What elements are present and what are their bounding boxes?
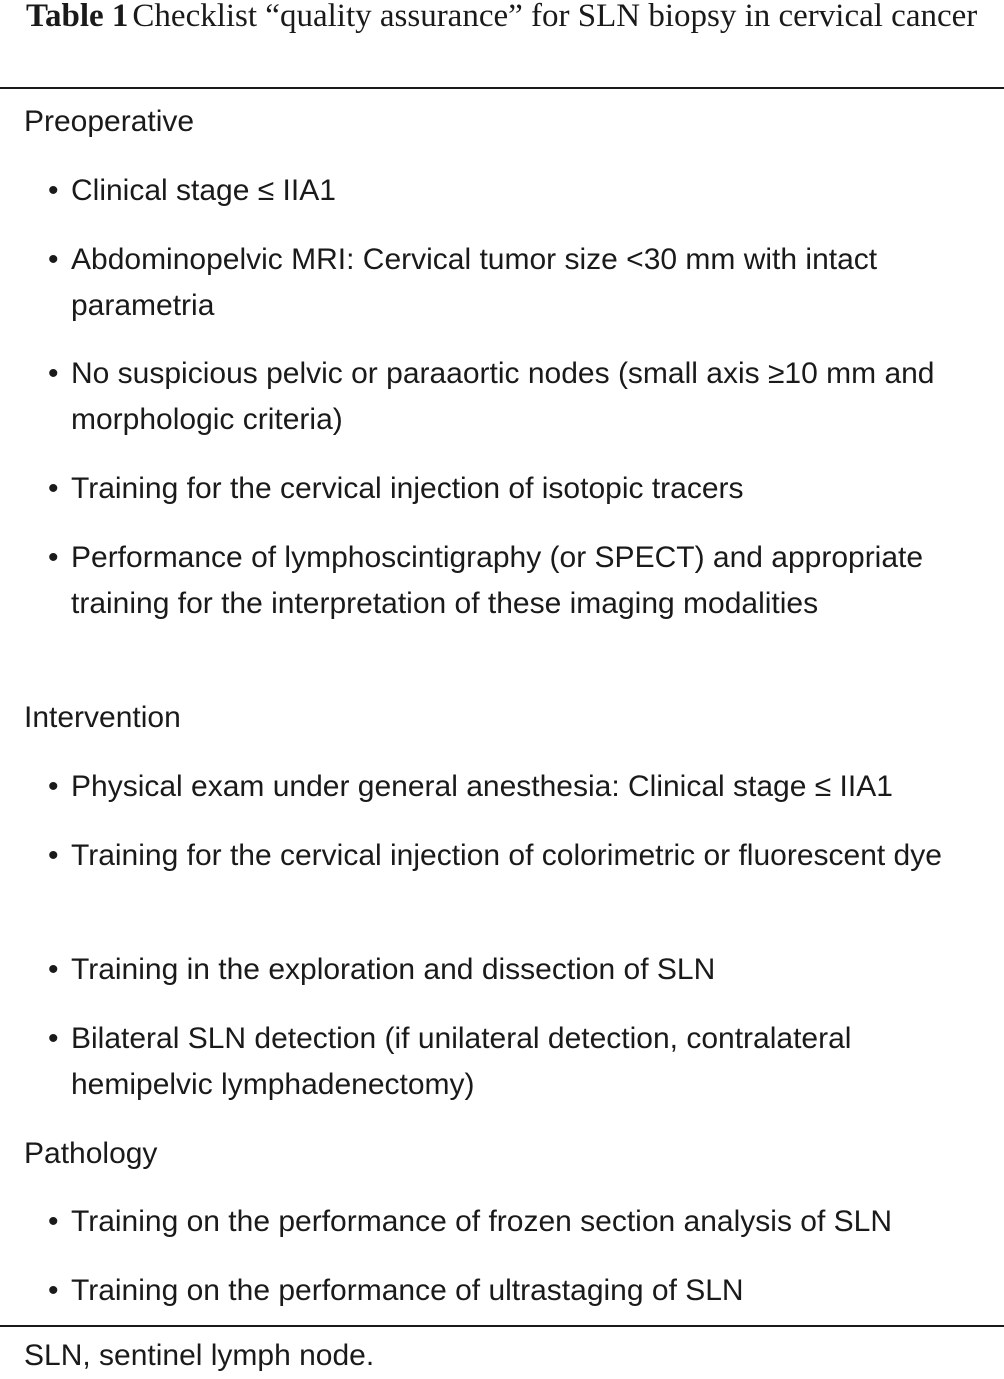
bottom-rule [0,1325,1004,1327]
list-item [48,351,988,443]
list-item-text: Performance of lymphoscintigraphy (or SPECT) and appropriate training for the interpretation of these imaging modalities [71,541,924,620]
list-item [48,237,988,329]
list-item-text: Physical exam under general anesthesia: Clinical stage ≤ IIA1 [71,770,893,803]
list-item-text: Training for the cervical injection of isotopic tracers [71,472,744,505]
bullet-icon: • [48,243,59,276]
list-item [48,1268,988,1314]
list-item-text: Training in the exploration and dissection of SLN [71,953,716,986]
section-heading-preoperative: Preoperative [24,105,195,138]
section-heading-intervention: Intervention [24,701,181,734]
bullet-icon: • [48,1022,59,1055]
bullet-icon: • [48,541,59,574]
list-item-text: Training on the performance of frozen section analysis of SLN [71,1205,892,1238]
bullet-icon: • [48,953,59,986]
list-item [48,535,988,627]
list-item-text: Training for the cervical injection of colorimetric or fluorescent dye [71,839,942,872]
list-item-text: Abdominopelvic MRI: Cervical tumor size <30 mm with intact parametria [71,243,878,322]
list-item-text: Training on the performance of ultrastaging of SLN [71,1274,744,1307]
list-item [48,168,988,214]
table-caption [26,0,980,38]
list-item-text: Clinical stage ≤ IIA1 [71,174,336,207]
list-item [48,466,988,512]
table-title: Checklist “quality assurance” for SLN biopsy in cervical cancer [132,0,978,34]
list-item-text: Bilateral SLN detection (if unilateral detection, contralateral hemipelvic lymphadenectomy) [71,1022,852,1101]
list-item [48,947,988,993]
bullet-icon: • [48,1274,59,1307]
bullet-icon: • [48,472,59,505]
list-item [48,1199,988,1245]
top-rule [0,87,1004,89]
bullet-icon: • [48,357,59,390]
list-item [48,1016,988,1108]
list-item [48,833,988,879]
list-item-text: No suspicious pelvic or paraaortic nodes (small axis ≥10 mm and morphologic criteria) [71,357,935,436]
bullet-icon: • [48,1205,59,1238]
table-label: Table 1 [26,0,129,34]
bullet-icon: • [48,174,59,207]
bullet-icon: • [48,839,59,872]
section-heading-pathology: Pathology [24,1137,158,1170]
list-item [48,764,988,810]
bullet-icon: • [48,770,59,803]
table-footnote: SLN, sentinel lymph node. [24,1339,375,1372]
